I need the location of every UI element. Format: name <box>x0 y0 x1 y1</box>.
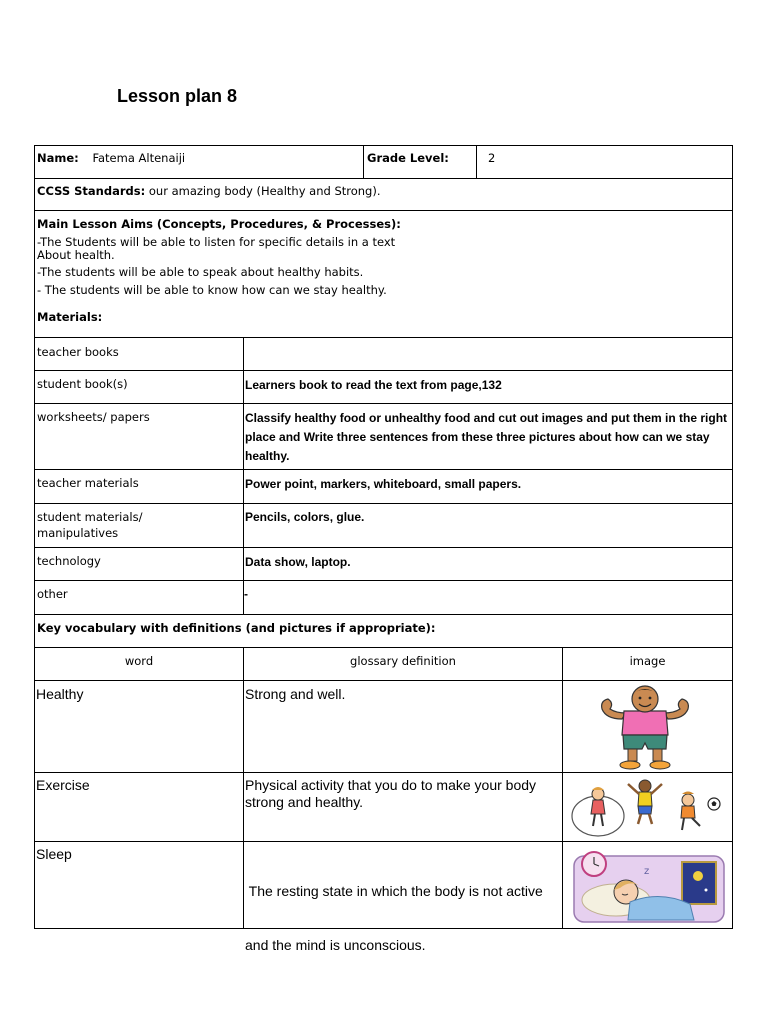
material-row <box>34 547 733 581</box>
svg-text:z: z <box>644 866 650 877</box>
aims-label: Main Lesson Aims (Concepts, Procedures, & Processes): <box>37 217 401 231</box>
kids-exercising-illustration <box>568 776 724 840</box>
material-row <box>34 337 733 371</box>
material-label-line: student materials/ <box>37 510 143 524</box>
material-label: worksheets/ papers <box>37 410 150 424</box>
vocab-definition <box>245 777 536 841</box>
definition-line: Physical activity that you do to make your body <box>245 777 537 793</box>
divider <box>562 772 563 842</box>
sleeping-child-illustration <box>570 846 730 926</box>
definition-line: strong and healthy. <box>245 794 364 810</box>
material-value <box>245 409 727 469</box>
vocab-definition <box>245 846 543 953</box>
divider <box>243 403 244 470</box>
standards-label: CCSS Standards: <box>37 184 146 198</box>
material-label: teacher books <box>37 345 119 359</box>
col-header-image: image <box>629 654 666 668</box>
divider <box>243 547 244 581</box>
name-label: Name: <box>37 151 79 165</box>
page-title: Lesson plan 8 <box>117 86 238 106</box>
vocab-definition: Strong and well. <box>245 686 346 702</box>
material-row <box>34 503 733 548</box>
material-label: teacher materials <box>37 476 139 490</box>
material-value: Learners book to read the text from page,132 <box>245 378 502 392</box>
vocab-row <box>34 680 733 773</box>
material-row <box>34 580 733 615</box>
divider <box>363 145 364 179</box>
vocab-label: Key vocabulary with definitions (and pictures if appropriate): <box>37 621 436 635</box>
strong-kid-illustration <box>592 685 698 771</box>
divider <box>243 503 244 548</box>
vocab-row <box>34 772 733 842</box>
materials-label: Materials: <box>37 310 103 324</box>
aim-line: -The Students will be able to listen for specific details in a text <box>37 235 396 249</box>
material-label <box>37 509 142 547</box>
material-value-line: place and Write three sentences from these three pictures about how can we stay <box>245 430 710 444</box>
vocab-row <box>34 841 733 953</box>
divider <box>562 841 563 929</box>
vocab-word: Exercise <box>36 777 90 793</box>
aim-line: About health. <box>37 247 115 262</box>
divider <box>476 145 477 179</box>
divider <box>243 469 244 504</box>
material-row <box>34 403 733 470</box>
material-value: Pencils, colors, glue. <box>245 510 365 524</box>
material-row <box>34 469 733 504</box>
vocab-word: Healthy <box>36 686 84 702</box>
aims-row <box>34 210 733 338</box>
vocab-word: Sleep <box>36 846 72 862</box>
definition-line: The resting state in which the body is not active <box>245 883 543 899</box>
definition-line: and the mind is unconscious. <box>245 937 426 953</box>
name-value: Fatema Altenaiji <box>92 151 186 165</box>
grade-label: Grade Level: <box>367 151 449 165</box>
col-header-definition: glossary definition <box>350 654 456 668</box>
material-label: other <box>37 587 68 601</box>
divider <box>243 370 244 404</box>
name-row <box>34 145 733 179</box>
material-value-line: healthy. <box>245 449 290 463</box>
aim-line: -The students will be able to speak about healthy habits. <box>37 265 364 279</box>
material-row <box>34 370 733 404</box>
divider <box>243 337 244 371</box>
col-header-word: word <box>124 654 154 668</box>
divider <box>562 680 563 773</box>
aim-line: - The students will be able to know how can we stay healthy. <box>37 282 387 297</box>
standards-row <box>34 178 733 211</box>
material-value-line: Classify healthy food or unhealthy food and cut out images and put them in the right <box>245 411 728 425</box>
material-value: Power point, markers, whiteboard, small papers. <box>245 477 522 491</box>
material-label-line: manipulatives <box>37 526 119 540</box>
divider <box>243 772 244 842</box>
divider <box>243 680 244 773</box>
divider <box>243 841 244 929</box>
material-label: technology <box>37 554 101 568</box>
grade-value: 2 <box>488 151 496 165</box>
vocab-header-row <box>34 647 733 681</box>
material-label: student book(s) <box>37 377 128 391</box>
material-value: - <box>244 587 248 601</box>
vocab-title-row <box>34 614 733 648</box>
material-value: Data show, laptop. <box>245 555 351 569</box>
standards-value: our amazing body (Healthy and Strong). <box>148 184 381 198</box>
